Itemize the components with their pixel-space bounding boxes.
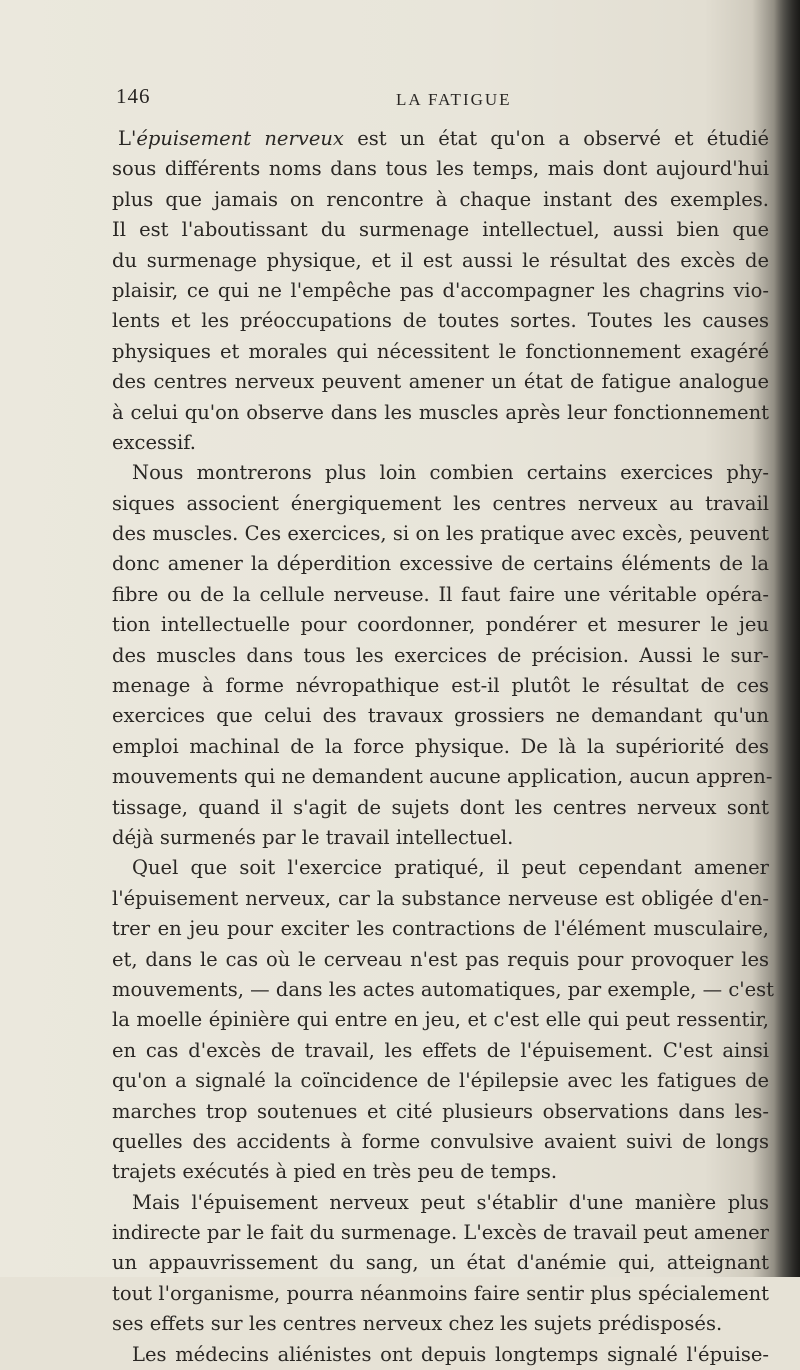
binding-shadow <box>774 0 800 1277</box>
text-line: des muscles. Ces exercices, si on les pratique avec excès, peuvent <box>112 522 769 546</box>
text-line: en cas d'excès de travail, les effets de l'épuisement. C'est ainsi <box>112 1038 769 1062</box>
text-line: des muscles dans tous les exercices de précision. Aussi le sur- <box>112 643 769 667</box>
text-line: Quel que soit l'exercice pratiqué, il peut cependant amener <box>132 856 769 880</box>
text-line: plaisir, ce qui ne l'empêche pas d'accompagner les chagrins vio- <box>112 278 769 302</box>
text-line: trajets exécutés à pied en très peu de temps. <box>112 1160 558 1184</box>
text-line: mouvements, — dans les actes automatiques, par exemple, — c'est <box>112 977 775 1001</box>
text-line: fibre ou de la cellule nerveuse. Il faut faire une véritable opéra- <box>112 582 769 606</box>
text-line: menage à forme névropathique est-il plutôt le résultat de ces <box>112 674 769 698</box>
text-line: tout l'organisme, pourra néanmoins faire sentir plus spécialement <box>112 1281 769 1305</box>
body-text <box>112 124 775 1370</box>
text-line: Il est l'aboutissant du surmenage intellectuel, aussi bien que <box>112 218 769 242</box>
page-number: 146 <box>116 84 151 108</box>
text-line: l'épuisement nerveux, car la substance nerveuse est obligée d'en- <box>112 886 769 910</box>
text-line: Nous montrerons plus loin combien certains exercices phy- <box>132 461 769 485</box>
text-line: quelles des accidents à forme convulsive avaient suivi de longs <box>112 1129 769 1153</box>
text-line: Mais l'épuisement nerveux peut s'établir d'une manière plus <box>132 1190 769 1214</box>
text-line: à celui qu'on observe dans les muscles après leur fonctionnement <box>112 400 769 424</box>
text-line: physiques et morales qui nécessitent le fonctionnement exagéré <box>112 339 769 363</box>
text-line: ses effets sur les centres nerveux chez les sujets prédisposés. <box>112 1312 723 1336</box>
text-line: mouvements qui ne demandent aucune application, aucun appren- <box>112 765 773 789</box>
text-line: lents et les préoccupations de toutes sortes. Toutes les causes <box>112 309 769 333</box>
text-line: Les médecins aliénistes ont depuis longtemps signalé l'épuise- <box>132 1342 769 1366</box>
text-line: qu'on a signalé la coïncidence de l'épilepsie avec les fatigues de <box>112 1069 769 1093</box>
text-line: du surmenage physique, et il est aussi le résultat des excès de <box>112 248 769 272</box>
text-line: siques associent énergiquement les centres nerveux au travail <box>112 491 769 515</box>
text-line: exercices que celui des travaux grossiers ne demandant qu'un <box>112 704 769 728</box>
text-line: marches trop soutenues et cité plusieurs observations dans les- <box>112 1099 769 1123</box>
text-line: la moelle épinière qui entre en jeu, et c'est elle qui peut ressentir, <box>112 1008 769 1032</box>
text-line: donc amener la déperdition excessive de certains éléments de la <box>112 552 769 576</box>
running-title: LA FATIGUE <box>396 90 512 109</box>
page-header <box>116 84 776 116</box>
text-line: tion intellectuelle pour coordonner, pondérer et mesurer le jeu <box>112 613 769 637</box>
text-line: emploi machinal de la force physique. De là la supériorité des <box>112 734 769 758</box>
text-line: déjà surmenés par le travail intellectuel. <box>112 825 514 849</box>
text-line: L'épuisement nerveux est un état qu'on a observé et étudié <box>118 127 769 150</box>
text-line: tissage, quand il s'agit de sujets dont les centres nerveux sont <box>112 795 769 819</box>
text-line: plus que jamais on rencontre à chaque instant des exemples. <box>112 187 769 211</box>
text-line: trer en jeu pour exciter les contractions de l'élément musculaire, <box>112 917 769 941</box>
text-line: indirecte par le fait du surmenage. L'excès de travail peut amener <box>112 1221 769 1245</box>
text-line: excessif. <box>112 430 196 454</box>
text-line: sous différents noms dans tous les temps, mais dont aujourd'hui <box>112 157 769 181</box>
text-line: un appauvrissement du sang, un état d'anémie qui, atteignant <box>112 1251 769 1275</box>
text-line: des centres nerveux peuvent amener un état de fatigue analogue <box>112 370 769 394</box>
emphasis: épuisement nerveux <box>136 127 344 150</box>
text-line: et, dans le cas où le cerveau n'est pas requis pour provoquer les <box>112 947 769 971</box>
